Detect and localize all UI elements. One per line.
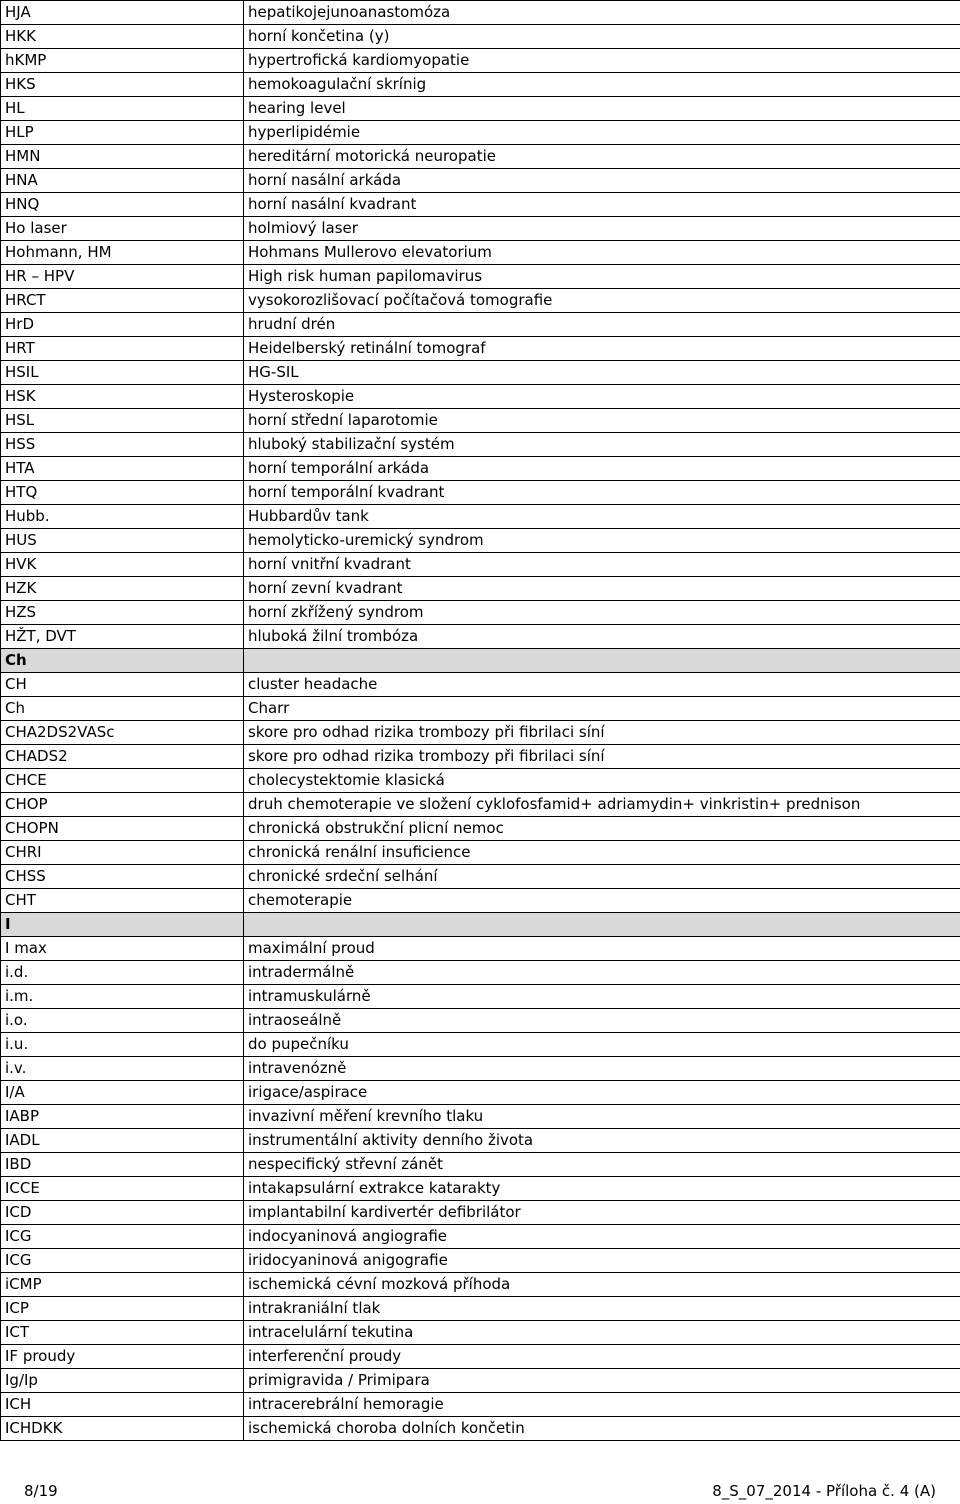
meaning-cell: cholecystektomie klasická <box>244 769 960 793</box>
abbreviation-cell: Ho laser <box>1 217 244 241</box>
meaning-cell: intracelulární tekutina <box>244 1321 960 1345</box>
meaning-cell: skore pro odhad rizika trombozy při fibrilaci síní <box>244 745 960 769</box>
abbreviation-cell: ICP <box>1 1297 244 1321</box>
meaning-cell: hrudní drén <box>244 313 960 337</box>
abbreviation-cell: HKK <box>1 25 244 49</box>
abbreviation-cell: HR – HPV <box>1 265 244 289</box>
abbreviation-cell: ICHDKK <box>1 1417 244 1441</box>
table-row <box>1 1 960 25</box>
meaning-cell: hyperlipidémie <box>244 121 960 145</box>
document-id: 8_S_07_2014 - Příloha č. 4 (A) <box>712 1482 936 1500</box>
abbreviation-cell: HL <box>1 97 244 121</box>
section-blank-cell <box>244 649 960 673</box>
table-row <box>1 937 960 961</box>
table-row <box>1 1009 960 1033</box>
meaning-cell: ischemická choroba dolních končetin <box>244 1417 960 1441</box>
table-row <box>1 505 960 529</box>
section-blank-cell <box>244 913 960 937</box>
meaning-cell: horní střední laparotomie <box>244 409 960 433</box>
abbreviation-cell: ICG <box>1 1225 244 1249</box>
meaning-cell: horní nasální arkáda <box>244 169 960 193</box>
table-row <box>1 985 960 1009</box>
table-row <box>1 169 960 193</box>
table-row <box>1 337 960 361</box>
abbreviation-cell: iCMP <box>1 1273 244 1297</box>
abbreviation-cell: hKMP <box>1 49 244 73</box>
table-row <box>1 1417 960 1441</box>
table-row <box>1 793 960 817</box>
abbreviation-cell: IBD <box>1 1153 244 1177</box>
meaning-cell: intramuskulárně <box>244 985 960 1009</box>
abbreviation-cell: HSS <box>1 433 244 457</box>
section-header-row <box>1 649 960 673</box>
table-row <box>1 577 960 601</box>
meaning-cell: intrakraniální tlak <box>244 1297 960 1321</box>
abbreviation-cell: HRT <box>1 337 244 361</box>
meaning-cell: hluboký stabilizační systém <box>244 433 960 457</box>
table-row <box>1 73 960 97</box>
table-row <box>1 313 960 337</box>
meaning-cell: chronická obstrukční plicní nemoc <box>244 817 960 841</box>
meaning-cell: do pupečníku <box>244 1033 960 1057</box>
abbreviation-cell: CHA2DS2VASc <box>1 721 244 745</box>
abbreviation-cell: ICH <box>1 1393 244 1417</box>
meaning-cell: hepatikojejunoanastomóza <box>244 1 960 25</box>
abbreviation-cell: Hohmann, HM <box>1 241 244 265</box>
table-row <box>1 1153 960 1177</box>
table-row <box>1 1033 960 1057</box>
table-row <box>1 1369 960 1393</box>
meaning-cell: nespecifický střevní zánět <box>244 1153 960 1177</box>
section-header-row <box>1 913 960 937</box>
abbreviation-cell: CHADS2 <box>1 745 244 769</box>
table-row <box>1 1201 960 1225</box>
meaning-cell: hypertrofická kardiomyopatie <box>244 49 960 73</box>
abbreviation-cell: CHT <box>1 889 244 913</box>
abbreviation-cell: HSIL <box>1 361 244 385</box>
table-row <box>1 865 960 889</box>
table-row <box>1 841 960 865</box>
page-number: 8/19 <box>24 1482 58 1500</box>
meaning-cell: iridocyaninová anigografie <box>244 1249 960 1273</box>
table-row <box>1 1081 960 1105</box>
meaning-cell: holmiový laser <box>244 217 960 241</box>
table-row <box>1 121 960 145</box>
abbreviation-cell: CHRI <box>1 841 244 865</box>
abbreviation-cell: HJA <box>1 1 244 25</box>
table-row <box>1 361 960 385</box>
abbreviation-cell: HVK <box>1 553 244 577</box>
meaning-cell: Hohmans Mullerovo elevatorium <box>244 241 960 265</box>
meaning-cell: Hysteroskopie <box>244 385 960 409</box>
meaning-cell: intakapsulární extrakce katarakty <box>244 1177 960 1201</box>
section-letter: I <box>1 913 244 937</box>
table-row <box>1 769 960 793</box>
abbreviation-cell: CH <box>1 673 244 697</box>
abbreviation-cell: ICD <box>1 1201 244 1225</box>
meaning-cell: horní zevní kvadrant <box>244 577 960 601</box>
abbreviation-cell: i.o. <box>1 1009 244 1033</box>
table-row <box>1 1393 960 1417</box>
abbreviation-cell: Ig/Ip <box>1 1369 244 1393</box>
meaning-cell: hemolyticko-uremický syndrom <box>244 529 960 553</box>
table-row <box>1 1345 960 1369</box>
abbreviation-cell: Hubb. <box>1 505 244 529</box>
table-row <box>1 457 960 481</box>
abbreviation-cell: I max <box>1 937 244 961</box>
abbreviation-cell: HSK <box>1 385 244 409</box>
abbreviation-cell: HŽT, DVT <box>1 625 244 649</box>
abbreviation-cell: HMN <box>1 145 244 169</box>
table-row <box>1 1273 960 1297</box>
meaning-cell: primigravida / Primipara <box>244 1369 960 1393</box>
abbreviation-cell: IF proudy <box>1 1345 244 1369</box>
meaning-cell: horní zkřížený syndrom <box>244 601 960 625</box>
abbreviation-cell: i.d. <box>1 961 244 985</box>
meaning-cell: druh chemoterapie ve složení cyklofosfamid+ adriamydin+ vinkristin+ prednison <box>244 793 960 817</box>
meaning-cell: hluboká žilní trombóza <box>244 625 960 649</box>
abbreviation-cell: CHOPN <box>1 817 244 841</box>
table-row <box>1 25 960 49</box>
meaning-cell: intradermálně <box>244 961 960 985</box>
meaning-cell: HG-SIL <box>244 361 960 385</box>
table-row <box>1 433 960 457</box>
meaning-cell: Hubbardův tank <box>244 505 960 529</box>
abbreviation-cell: HLP <box>1 121 244 145</box>
abbreviation-cell: HRCT <box>1 289 244 313</box>
table-row <box>1 409 960 433</box>
meaning-cell: horní temporální kvadrant <box>244 481 960 505</box>
table-row <box>1 961 960 985</box>
meaning-cell: chronické srdeční selhání <box>244 865 960 889</box>
table-row <box>1 697 960 721</box>
abbreviation-cell: HNQ <box>1 193 244 217</box>
table-row <box>1 289 960 313</box>
meaning-cell: intraoseálně <box>244 1009 960 1033</box>
meaning-cell: cluster headache <box>244 673 960 697</box>
table-row <box>1 1105 960 1129</box>
meaning-cell: irigace/aspirace <box>244 1081 960 1105</box>
table-row <box>1 817 960 841</box>
abbreviation-cell: HKS <box>1 73 244 97</box>
abbreviation-cell: Ch <box>1 697 244 721</box>
meaning-cell: chronická renální insuficience <box>244 841 960 865</box>
table-row <box>1 1129 960 1153</box>
abbreviation-cell: HNA <box>1 169 244 193</box>
abbreviation-cell: i.v. <box>1 1057 244 1081</box>
meaning-cell: horní nasální kvadrant <box>244 193 960 217</box>
abbreviation-cell: HTA <box>1 457 244 481</box>
page-footer <box>0 1480 960 1504</box>
abbreviation-cell: ICT <box>1 1321 244 1345</box>
table-row <box>1 1297 960 1321</box>
abbreviation-cell: HrD <box>1 313 244 337</box>
table-row <box>1 49 960 73</box>
meaning-cell: horní končetina (y) <box>244 25 960 49</box>
meaning-cell: interferenční proudy <box>244 1345 960 1369</box>
table-row <box>1 745 960 769</box>
table-row <box>1 1177 960 1201</box>
meaning-cell: horní temporální arkáda <box>244 457 960 481</box>
abbreviation-cell: ICCE <box>1 1177 244 1201</box>
meaning-cell: indocyaninová angiografie <box>244 1225 960 1249</box>
meaning-cell: invazivní měření krevního tlaku <box>244 1105 960 1129</box>
meaning-cell: skore pro odhad rizika trombozy při fibrilaci síní <box>244 721 960 745</box>
abbreviation-cell: IABP <box>1 1105 244 1129</box>
table-row <box>1 217 960 241</box>
abbreviation-cell: IADL <box>1 1129 244 1153</box>
abbreviation-table-body <box>1 1 960 1441</box>
table-row <box>1 385 960 409</box>
meaning-cell: hearing level <box>244 97 960 121</box>
table-row <box>1 1249 960 1273</box>
table-row <box>1 241 960 265</box>
abbreviation-cell: HZS <box>1 601 244 625</box>
table-row <box>1 1057 960 1081</box>
table-row <box>1 529 960 553</box>
table-row <box>1 889 960 913</box>
meaning-cell: Charr <box>244 697 960 721</box>
table-row <box>1 97 960 121</box>
table-row <box>1 601 960 625</box>
meaning-cell: High risk human papilomavirus <box>244 265 960 289</box>
meaning-cell: intracerebrální hemoragie <box>244 1393 960 1417</box>
table-row <box>1 265 960 289</box>
meaning-cell: maximální proud <box>244 937 960 961</box>
meaning-cell: instrumentální aktivity denního života <box>244 1129 960 1153</box>
table-row <box>1 145 960 169</box>
abbreviation-cell: i.m. <box>1 985 244 1009</box>
section-letter: Ch <box>1 649 244 673</box>
table-row <box>1 193 960 217</box>
abbreviation-cell: HSL <box>1 409 244 433</box>
table-row <box>1 481 960 505</box>
table-row <box>1 1225 960 1249</box>
abbreviation-cell: HTQ <box>1 481 244 505</box>
abbreviation-cell: ICG <box>1 1249 244 1273</box>
table-row <box>1 1321 960 1345</box>
abbreviation-cell: CHOP <box>1 793 244 817</box>
abbreviation-cell: CHSS <box>1 865 244 889</box>
abbreviation-cell: I/A <box>1 1081 244 1105</box>
meaning-cell: intravenózně <box>244 1057 960 1081</box>
abbreviation-cell: HUS <box>1 529 244 553</box>
meaning-cell: implantabilní kardivertér defibrilátor <box>244 1201 960 1225</box>
meaning-cell: hemokoagulační skrínig <box>244 73 960 97</box>
table-row <box>1 721 960 745</box>
meaning-cell: chemoterapie <box>244 889 960 913</box>
abbreviation-cell: HZK <box>1 577 244 601</box>
table-row <box>1 625 960 649</box>
meaning-cell: hereditární motorická neuropatie <box>244 145 960 169</box>
meaning-cell: vysokorozlišovací počítačová tomografie <box>244 289 960 313</box>
meaning-cell: ischemická cévní mozková příhoda <box>244 1273 960 1297</box>
meaning-cell: horní vnitřní kvadrant <box>244 553 960 577</box>
abbreviation-cell: i.u. <box>1 1033 244 1057</box>
table-row <box>1 673 960 697</box>
meaning-cell: Heidelberský retinální tomograf <box>244 337 960 361</box>
table-row <box>1 553 960 577</box>
abbreviation-cell: CHCE <box>1 769 244 793</box>
